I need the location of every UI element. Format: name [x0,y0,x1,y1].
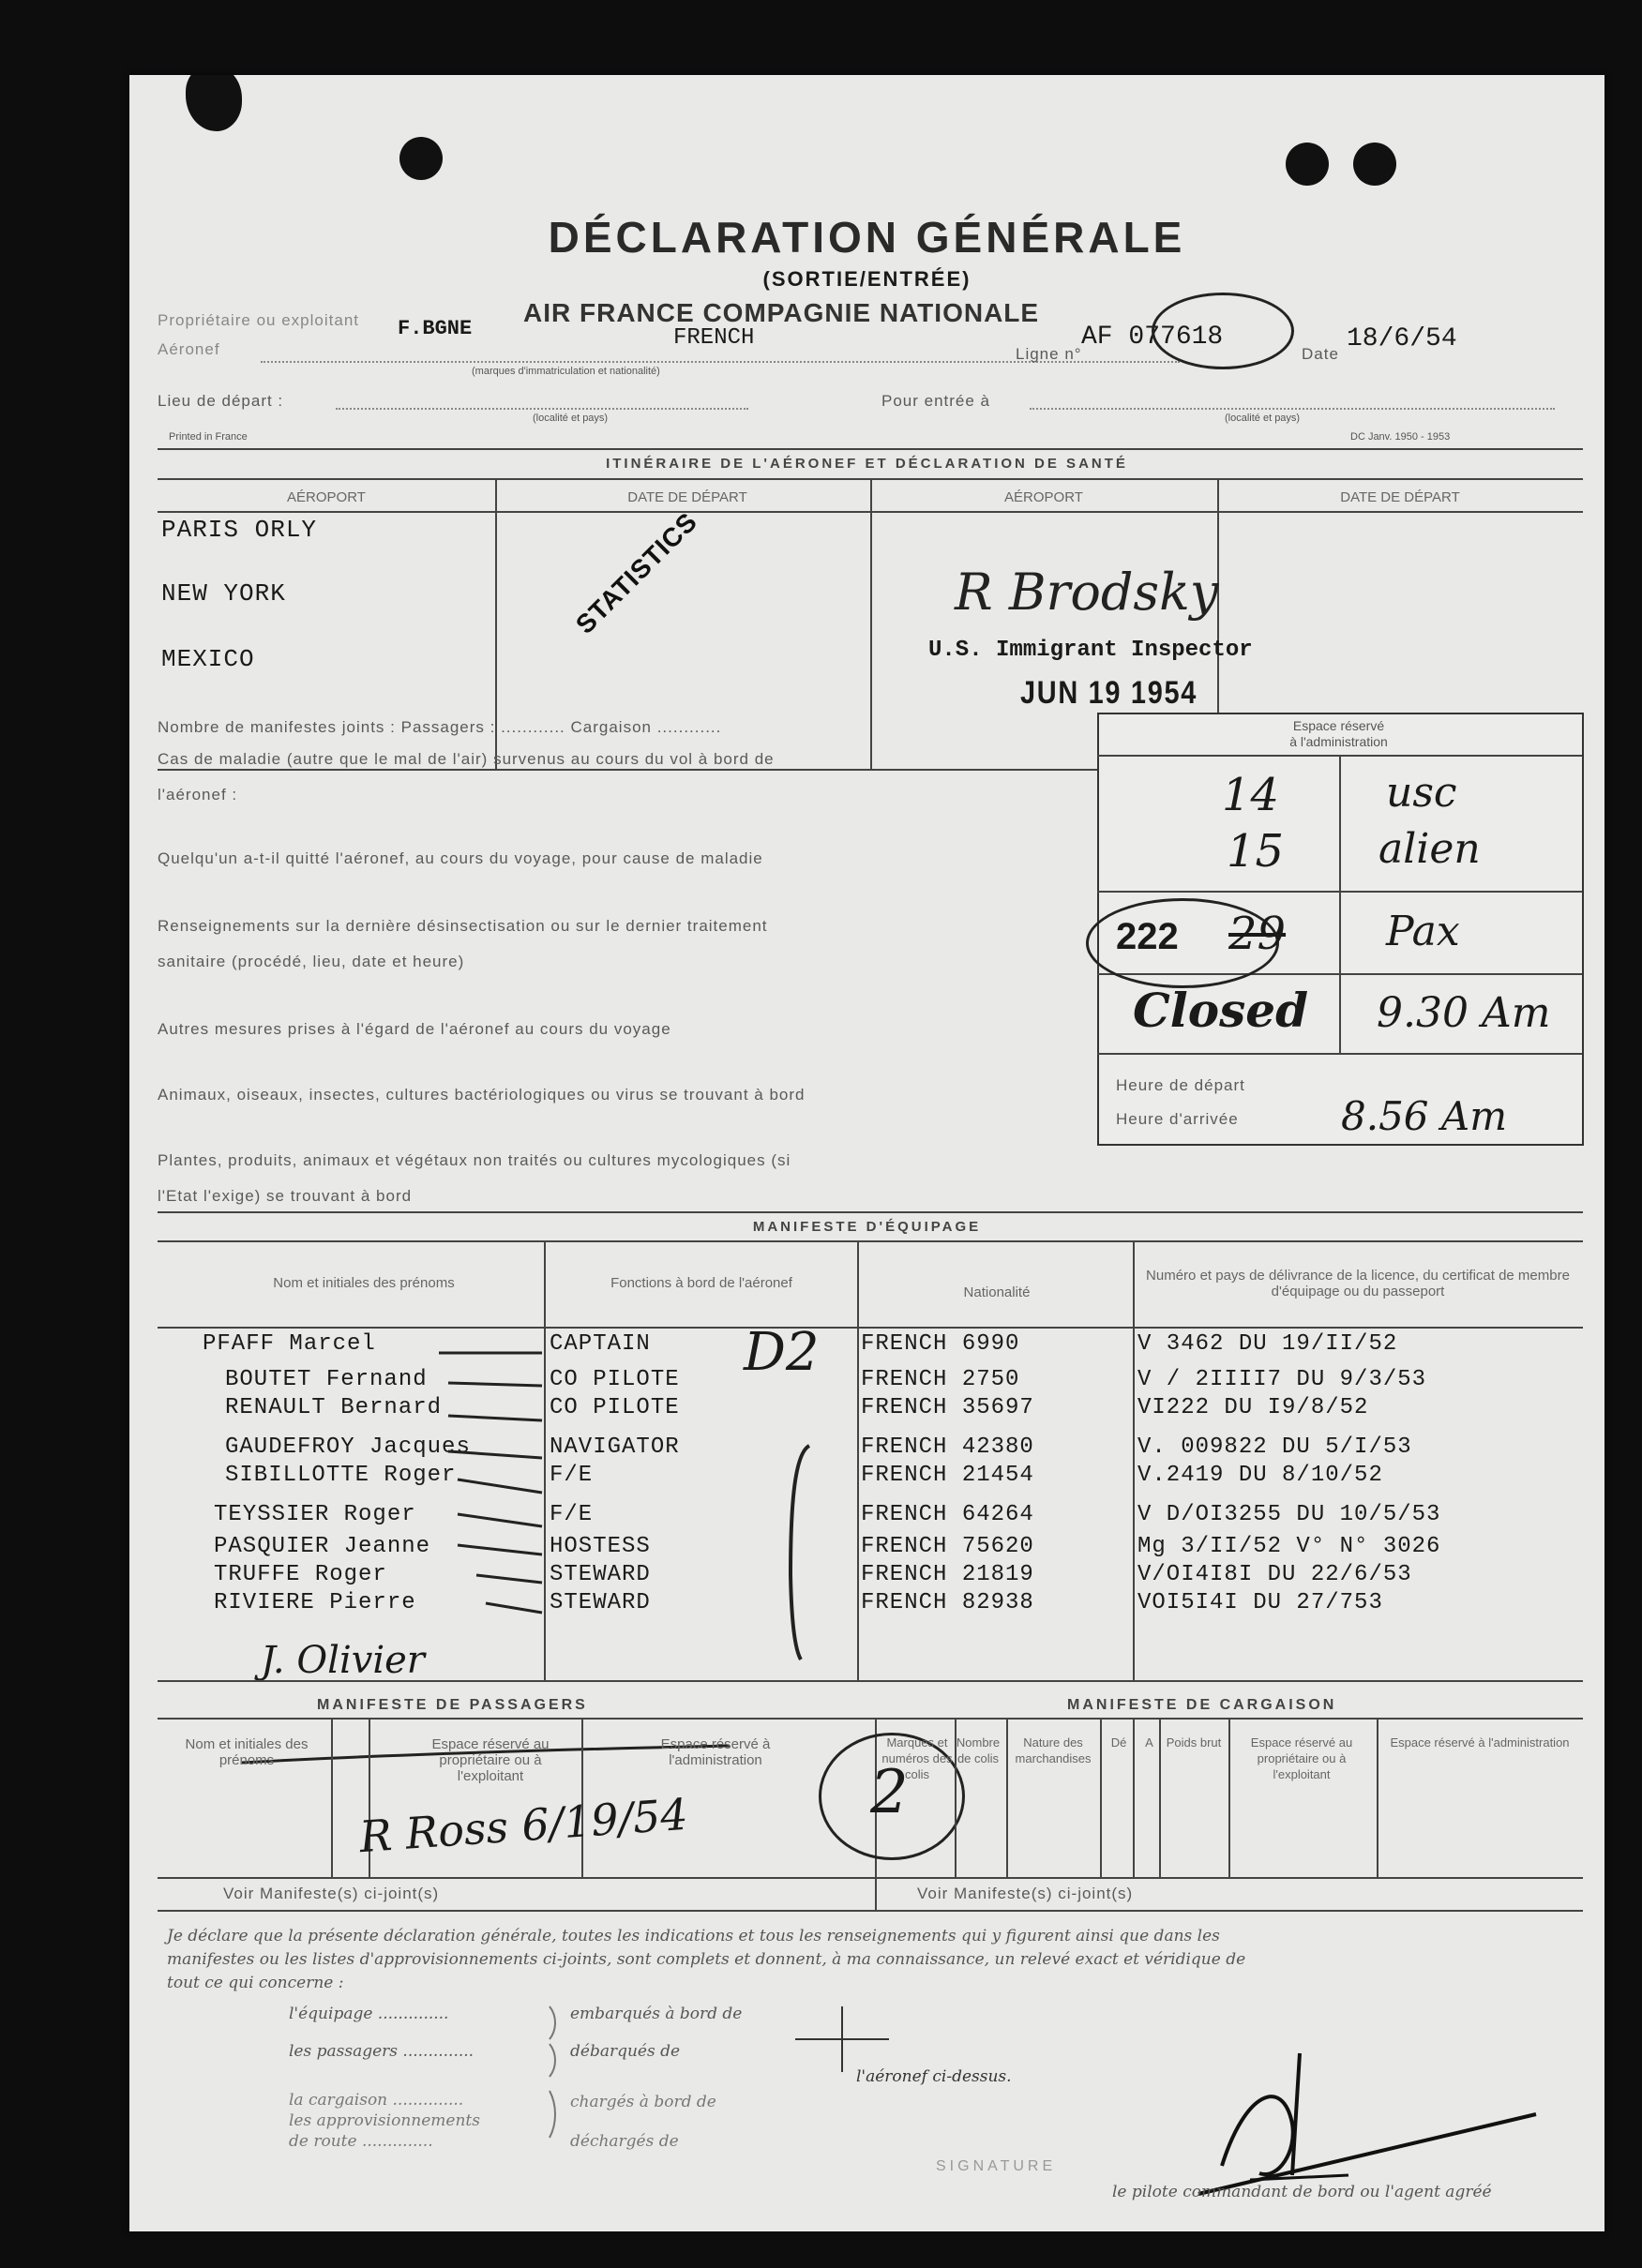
heure-arrivee-label: Heure d'arrivée [1116,1110,1239,1128]
entree-caption: (localité et pays) [1225,413,1301,424]
quitte-line: Quelqu'un a-t-il quitté l'aéronef, au cours du voyage, pour cause de maladie [158,849,763,867]
col-aeroport-1: AÉROPORT [287,489,366,505]
pax-voir: Voir Manifeste(s) ci-joint(s) [223,1885,440,1902]
decl-appro: les approvisionnements [289,2111,480,2130]
admin-title-2: à l'administration [1289,734,1388,749]
stop-1: PARIS ORLY [161,516,318,544]
manifestes-joints: Nombre de manifestes joints : Passagers : ............ Cargaison ............ [158,718,722,736]
heure-arrivee-value: 8.56 Am [1341,1093,1508,1139]
printed-in: Printed in France [169,431,248,443]
col-date-2: DATE DE DÉPART [1340,489,1460,505]
maladie-line-1: Cas de maladie (autre que le mal de l'air) survenus au cours du vol à bord de [158,750,775,768]
admin-count-3b: 29 [1228,908,1287,960]
closed-time: 9.30 Am [1377,989,1551,1037]
decl-cargaison: la cargaison .............. [289,2091,464,2110]
date-label: Date [1302,345,1339,363]
pax-col-owner: Espace réservé au propriétaire ou à l'exploitant [431,1736,550,1784]
crew-signature: J. Olivier [261,1639,425,1682]
admin-count-1: 14 [1222,769,1280,821]
admin-label-1: usc [1386,769,1457,817]
proprietaire-value: AIR FRANCE COMPAGNIE NATIONALE [523,298,1040,327]
desinsect-line-1: Renseignements sur la dernière désinsectisation ou sur le dernier traitement [158,917,768,935]
lieu-caption: (localité et pays) [533,413,609,424]
admin-label-2: alien [1378,825,1481,873]
crew-col-name: Nom et initiales des prénoms [273,1275,455,1291]
decl-route: de route .............. [289,2132,433,2151]
crew-mark: D2 [744,1322,820,1383]
pax-col-admin: Espace réservé à l'administration [660,1736,771,1768]
crew-row: TRUFFE Roger [214,1562,387,1587]
declaration-line-3: tout ce qui concerne : [167,1974,344,1992]
admin-title-1: Espace réservé [1292,718,1385,733]
crew-col-nat: Nationalité [963,1284,1031,1300]
decl-embarques: embarqués à bord de [570,2005,743,2023]
crew-col-licence: Numéro et pays de délivrance de la licence, du certificat de membre d'équipage ou du passeport [1146,1268,1570,1299]
proprietaire-label: Propriétaire ou exploitant [158,311,360,329]
crew-col-fonction: Fonctions à bord de l'aéronef [610,1275,792,1291]
decl-decharges: déchargés de [570,2132,679,2151]
crew-row: PFAFF Marcel [203,1331,376,1357]
animaux-line: Animaux, oiseaux, insectes, cultures bactériologiques ou virus se trouvant à bord [158,1086,806,1104]
signature-label: SIGNATURE [936,2158,1057,2174]
desinsect-line-2: sanitaire (procédé, lieu, date et heure) [158,953,465,970]
admin-count-2: 15 [1227,825,1285,878]
flight-number: AF 077618 [1081,323,1224,352]
decl-charges: chargés à bord de [570,2093,716,2111]
registration: F.BGNE [398,317,473,340]
crew-row: SIBILLOTTE Roger [225,1463,457,1488]
mesures-line: Autres mesures prises à l'égard de l'aéronef au cours du voyage [158,1020,671,1038]
passenger-title: MANIFESTE DE PASSAGERS [317,1697,588,1713]
aeronef-label: Aéronef [158,340,220,358]
declaration-brackets [129,75,1604,2231]
admin-label-3: Pax [1386,908,1460,955]
declaration-line-1: Je déclare que la présente déclaration générale, toutes les indications et tous les renseignements qui y figurent ainsi que dans les [167,1927,1220,1945]
admin-count-3: 222 [1116,916,1179,957]
page-subtitle: (SORTIE/ENTRÉE) [762,267,972,291]
entree-label: Pour entrée à [881,392,991,410]
cargo-voir: Voir Manifeste(s) ci-joint(s) [917,1885,1134,1902]
closed-label: Closed [1133,983,1309,1038]
inspector-signature: R Brodsky [955,563,1219,622]
signature-caption: le pilote commandant de bord ou l'agent agréé [1112,2183,1492,2201]
itinerary-title: ITINÉRAIRE DE L'AÉRONEF ET DÉCLARATION DE SANTÉ [606,456,1128,472]
heure-depart-label: Heure de départ [1116,1076,1245,1094]
stop-3: MEXICO [161,645,255,673]
pax-col-name: Nom et initiales des prénoms [185,1736,309,1768]
decl-debarques: débarqués de [570,2042,681,2061]
declaration-form: DÉCLARATION GÉNÉRALE (SORTIE/ENTRÉE) Propriétaire ou exploitant F.BGNE AIR FRANCE COMPAGNIE NATIONALE Aéronef FRENCH (marques d'immatriculation et nationalité) Ligne n° AF 077618 Date 18/6/54 Lieu de départ : (localité et pays) Pour entrée à (localité et pays) Printed in France DC Janv. 1950 - 1953 ITINÉRAIRE DE L'AÉRONEF ET DÉCLARATION DE SANTÉ AÉROPORT DATE DE DÉPART AÉROPORT DATE DE DÉPART PARIS ORLY NEW YORK MEXICO STATISTICS R Brodsky U.S. Immigrant Inspector JUN 19 1954 Nombre de manifestes joints : Passagers : ............ Cargaison ............ Cas de maladie (autre que le mal de l'air) survenus au cours du vol à bord de l'aéronef : Quelqu'un a-t-il quitté l'aéronef, au cours du voyage, pour cause de maladie Renseignements sur la dernière désinsectisation ou sur le dernier traitement sanitaire (procédé, lieu, date et heure) Autres mesures prises à l'égard de l'aéronef au cours du voyage Animaux, oiseaux, insectes, cultures bactériologiques ou virus se trouvant à bord Plantes, produits, animaux et végétaux non traités ou cultures mycologiques (si l'Etat l'exige) se trouvant à bord Espace réservé à l'administration 14 usc 15 alien 222 29 Pax Closed 9.30 Am Heure de départ Heure d'arrivée 8.56 Am MANIFESTE D'ÉQUIPAGE Nom et initiales des prénoms Fonctions à bord de l'aéronef Nationalité Numéro et pays de délivrance de la licence, du certificat de membre d'équipage ou du passeport PFAFF Marcel CAPTAIN FRENCH 6990 V 3462 DU 19/II/52 BOUTET Fernand CO PILOTE FRENCH 2750 V / 2IIII7 DU 9/3/53 RENAULT Bernard CO PILOTE FRENCH 35697 VI222 DU I9/8/52 GAUDEFROY Jacques NAVIGATOR FRENCH 42380 V. 009822 DU 5/I/53 SIBILLOTTE Roger F/E FRENCH 21454 V.2419 DU 8/10/52 TEYSSIER Roger F/E FRENCH 64264 V D/OI3255 DU 10/5/53 PASQUIER Jeanne HOSTESS FRENCH 75620 Mg 3/II/52 V° N° 3026 TRUFFE Roger STEWARD FRENCH 21819 V/OI4I8I DU 22/6/53 RIVIERE Pierre STEWARD FRENCH 82938 VOI5I4I DU 27/753 D2 J. Olivier MANIFESTE DE PASSAGERS MANIFESTE DE CARGAISON Nom et initiales des prénoms Espace réservé au propriétaire ou à l'exploitant Espace réservé à l'administration R Ross 6/19/54 2 Marques et numéros des colis Nombre de colis Nature des marchandises Dé A Poids brut Espace réservé au propriétaire ou à l'exploitant Espace réservé à l'administration Voir Manifeste(s) ci-joint(s) Voir Manifeste(s) ci-joint(s) Je déclare que la présente déclaration générale, toutes les indications et tous les renseignements qui y figurent ainsi que dans les manifestes ou les listes d'approvisionnements ci-joints, sont complets et donnent, à ma connaissance, un relevé exact et véridique de tout ce qui concerne : l'équipage .............. embarqués à bord de les passagers .............. débarqués de l'aéronef ci-dessus. la cargaison .............. les approvisionnements chargés à bord de de route .............. déchargés de SIGNATURE le pilote commandant de bord ou l'agent agréé [129,75,1604,2231]
statistics-stamp: STATISTICS [570,506,703,639]
cargo-title: MANIFESTE DE CARGAISON [1067,1697,1337,1713]
pax-signature: R Ross 6/19/54 [357,1788,690,1863]
crew-row: TEYSSIER Roger [214,1502,416,1527]
stop-2: NEW YORK [161,579,286,608]
crew-row: BOUTET Fernand [225,1367,428,1392]
crew-row: PASQUIER Jeanne [214,1534,431,1559]
plantes-line-1: Plantes, produits, animaux et végétaux non traités ou cultures mycologiques (si [158,1151,791,1169]
decl-equipage: l'équipage .............. [289,2005,449,2023]
declaration-line-2: manifestes ou les listes d'approvisionnements ci-joints, sont complets et donnent, à ma connaissance, un relevé exact et véridique de [167,1950,1246,1969]
ligne-label: Ligne n° [1016,345,1082,363]
date-value: 18/6/54 [1347,324,1457,353]
plantes-line-2: l'Etat l'exige) se trouvant à bord [158,1187,413,1205]
form-code: DC Janv. 1950 - 1953 [1350,431,1451,443]
marks-caption: (marques d'immatriculation et nationalité) [472,366,660,377]
decl-aeronef: l'aéronef ci-dessus. [856,2067,1012,2086]
lieu-label: Lieu de départ : [158,392,284,410]
pax-circled-number: 2 [870,1758,909,1827]
col-date-1: DATE DE DÉPART [627,489,747,505]
page-title: DÉCLARATION GÉNÉRALE [548,213,1186,262]
crew-row: RIVIERE Pierre [214,1590,416,1615]
decl-passagers: les passagers .............. [289,2042,475,2061]
maladie-line-2: l'aéronef : [158,786,238,804]
crew-row: GAUDEFROY Jacques [225,1434,471,1460]
col-aeroport-2: AÉROPORT [1004,489,1083,505]
nationality: FRENCH [673,325,755,351]
inspector-title: U.S. Immigrant Inspector [928,638,1253,663]
crew-row: RENAULT Bernard [225,1395,443,1420]
stamp-date: JUN 19 1954 [1020,675,1198,711]
crew-title: MANIFESTE D'ÉQUIPAGE [752,1219,982,1235]
